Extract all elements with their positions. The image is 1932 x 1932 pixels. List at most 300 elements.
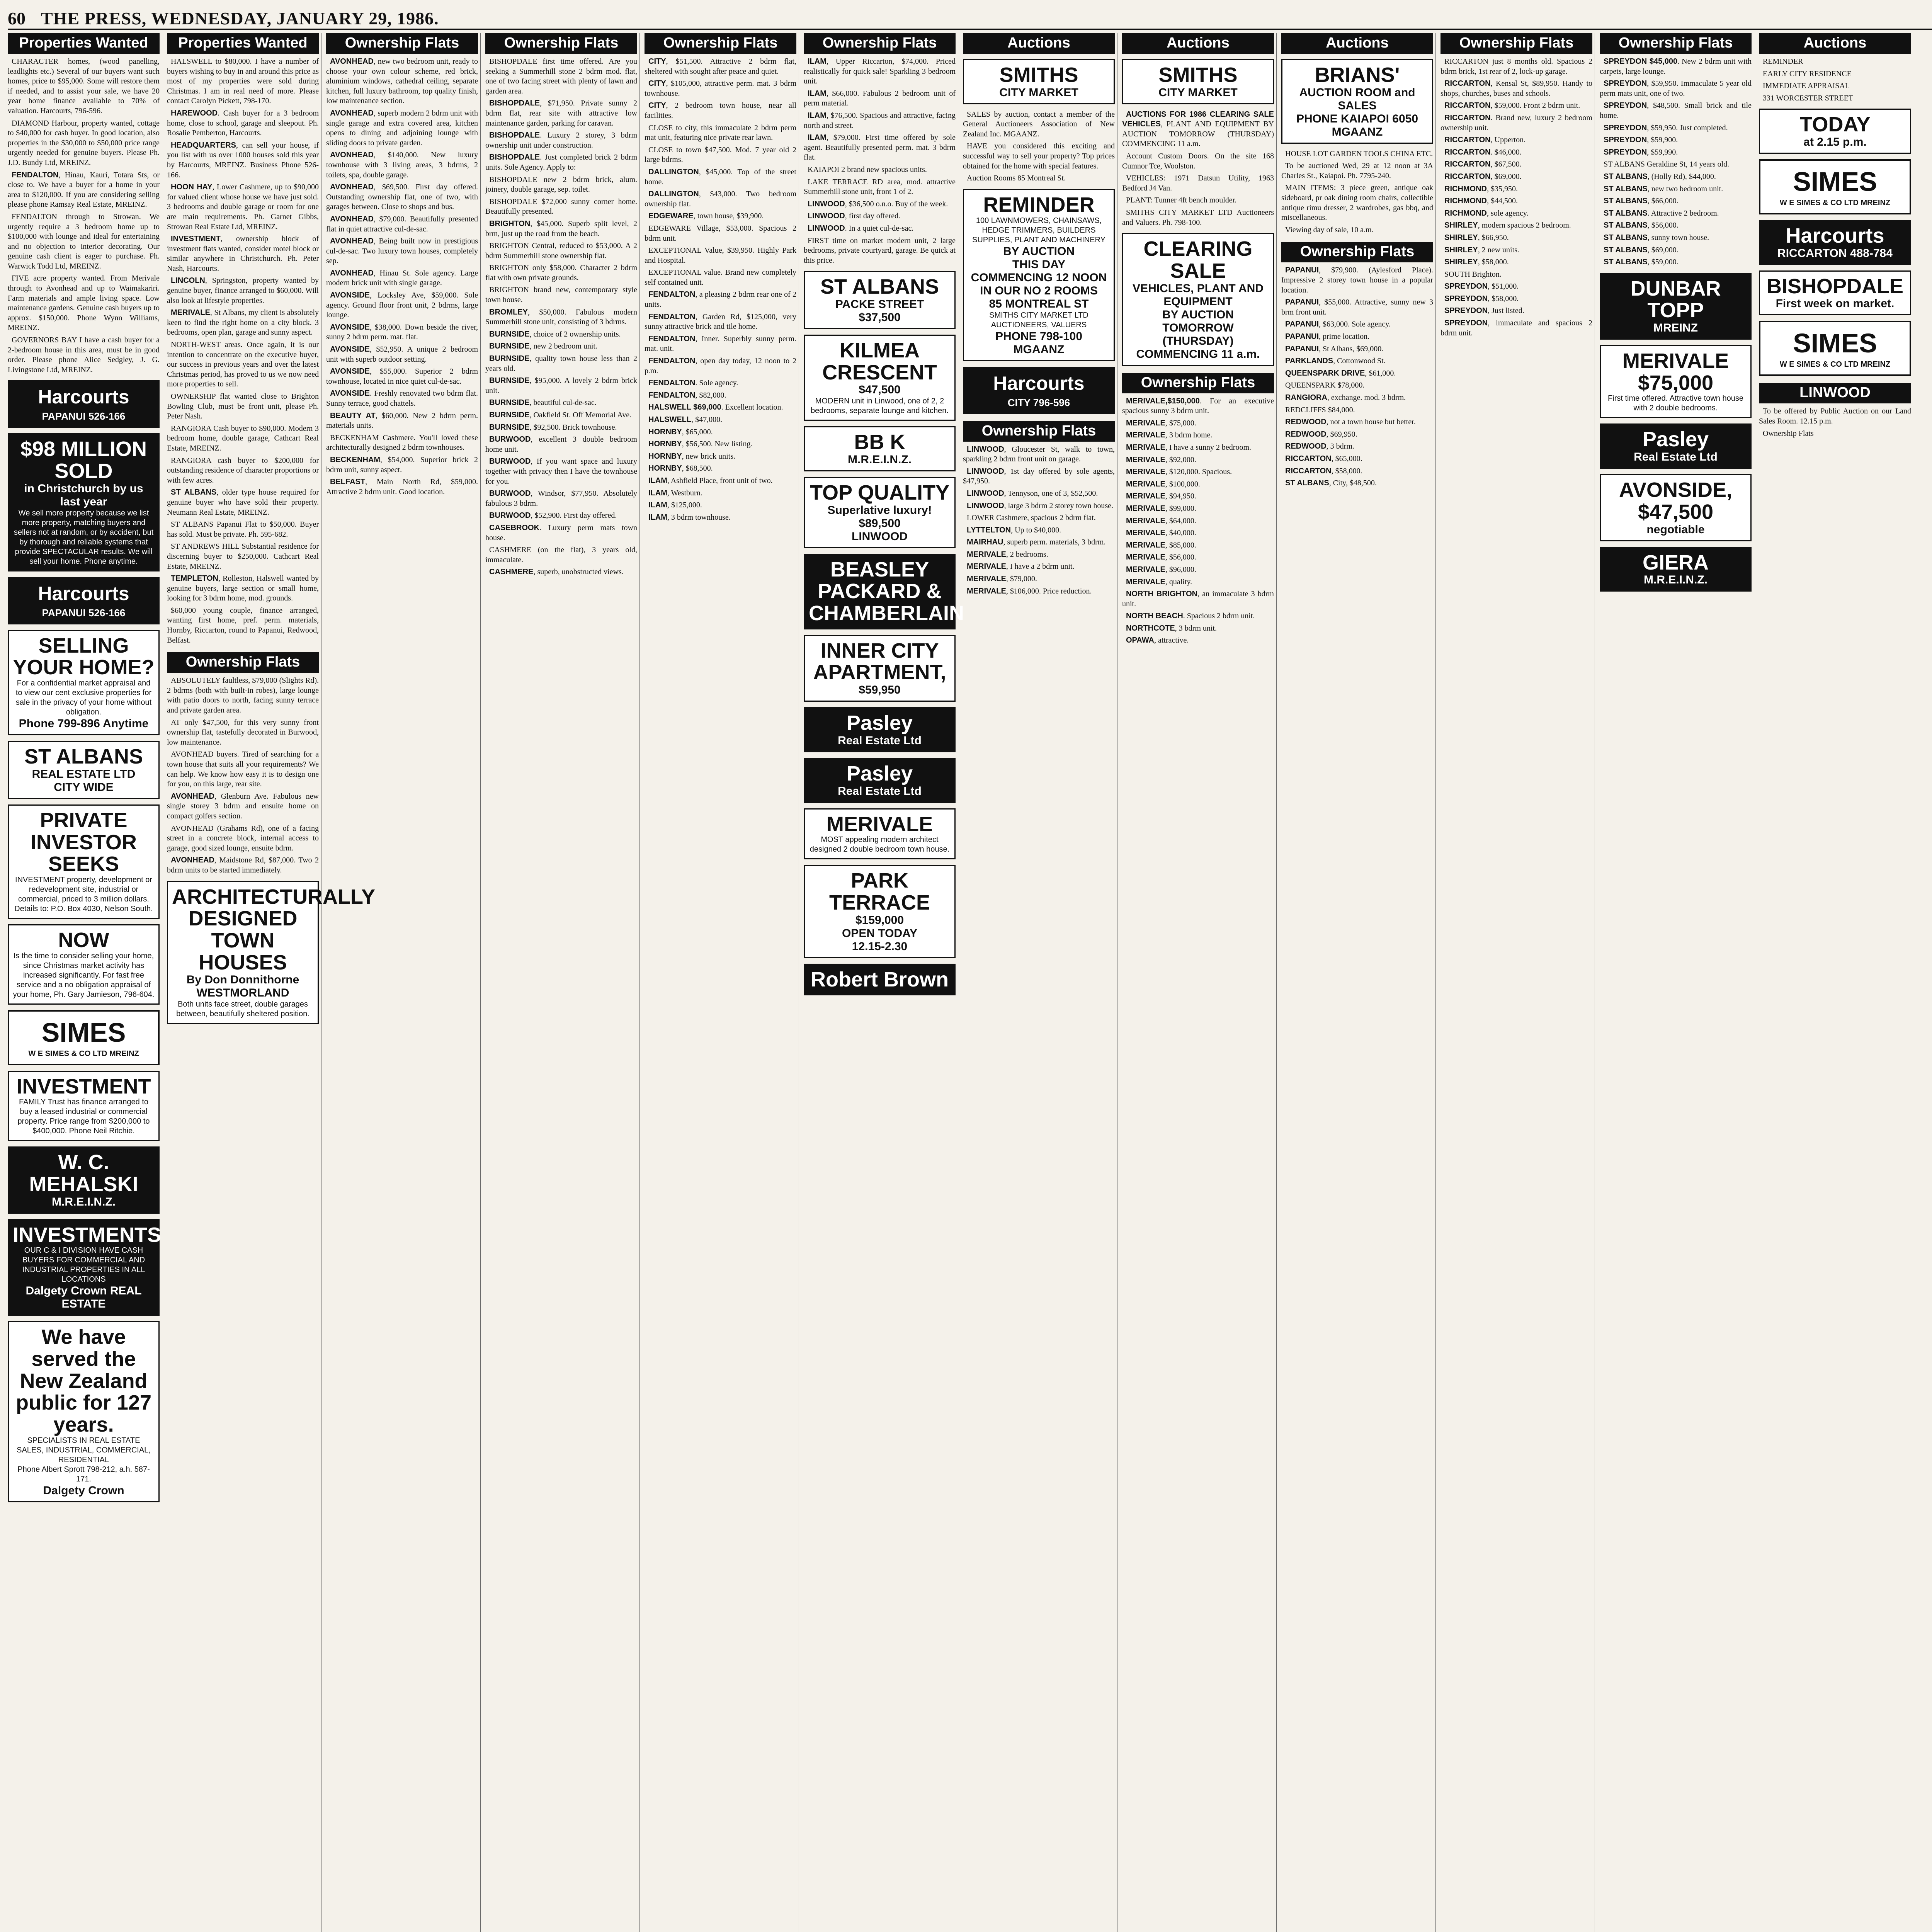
listing-lead: RICCARTON xyxy=(1285,466,1332,475)
listing-lead: SPREYDON $45,000 xyxy=(1604,57,1678,66)
listing-lead: RICCARTON xyxy=(1444,148,1491,156)
display-ad xyxy=(804,426,956,471)
ad-phone: PAPANUI 526-166 xyxy=(42,607,126,619)
ad-line: at 2.15 p.m. xyxy=(1803,136,1867,149)
display-ad xyxy=(8,1219,160,1316)
ad-line: W. C. MEHALSKI xyxy=(29,1151,138,1196)
column-1 xyxy=(8,33,162,1932)
ad-line: By Don Donnithorne xyxy=(186,973,299,986)
listing-entry: NORTH-WEST areas. Once again, it is our intention to concentrate on the executive buyer, our success in previous years and over the latest Christmas period, has proved to us we now need more properties to sell. xyxy=(167,340,319,389)
listing-entry: LINWOOD, 1st day offered by sole agents, $47,950. xyxy=(963,467,1115,486)
listing-entry: BECKENHAM Cashmere. You'll loved these architecturally designed 2 bdrm townhouses. xyxy=(326,433,478,452)
listing-entry: BURNSIDE, quality town house less than 2 years old. xyxy=(485,354,637,373)
listing-body xyxy=(1759,57,1911,103)
listing-entry: ILAM, Ashfield Place, front unit of two. xyxy=(648,476,773,485)
column-7 xyxy=(963,33,1117,1932)
listing-lead: FENDALTON xyxy=(12,170,59,179)
listing-entry: To be auctioned Wed, 29 at 12 noon at 3A Charles St., Kaiapoi. Ph. 7795-240. xyxy=(1281,162,1433,180)
ad-line: Both units face street, double garages between, beautifully sheltered position. xyxy=(176,1000,310,1019)
ad-logo-text: Harcourts xyxy=(993,372,1085,394)
listing-lead: BURNSIDE xyxy=(489,342,530,351)
listing-entry: MERIVALE, $40,000. xyxy=(1126,529,1196,537)
ad-line: PRIVATE INVESTOR SEEKS xyxy=(30,808,137,876)
listing-entry: MERIVALE, quality. xyxy=(1126,577,1192,586)
listing-lead: MERIVALE xyxy=(1126,516,1165,525)
listing-lead: BISHOPDALE xyxy=(489,153,540,162)
listing-lead: BISHOPDALE xyxy=(489,131,540,140)
listing-entry: DALLINGTON, $43,000. Two bedroom ownership flat. xyxy=(645,190,796,208)
listing-entry: ST ALBANS, older type house required for genuine buyer who have sold their property. Neumann Real Estate, MREINZ. xyxy=(167,488,319,517)
listing-entry: LINWOOD, first day offered. xyxy=(808,212,901,221)
ad-agency-name: W E SIMES & CO LTD MREINZ xyxy=(1779,199,1891,207)
ad-line: AVONSIDE, $47,500 xyxy=(1619,478,1733,524)
listing-lead: MERIVALE xyxy=(1126,504,1165,513)
listing-lead: FENDALTON xyxy=(648,334,696,343)
listing-lead: NORTH BRIGHTON xyxy=(1126,590,1198,599)
listing-lead: AVONHEAD xyxy=(330,214,374,223)
ad-line: BY AUCTION xyxy=(1162,308,1234,321)
listing-lead: LINWOOD xyxy=(808,212,845,221)
ad-line: For a confidential market appraisal and to view our cent exclusive properties for sale in the privacy of your home without obligation. xyxy=(15,679,152,717)
display-ad xyxy=(1122,233,1274,366)
listing-lead: SPREYDON xyxy=(1604,148,1647,156)
listing-body xyxy=(1281,149,1433,235)
listing-entry: FENDALTON, Inner. Superbly sunny perm. mat. unit. xyxy=(645,334,796,353)
listing-entry: BEAUTY AT, $60,000. New 2 bdrm perm. materials units. xyxy=(326,411,478,430)
listing-lead: BURWOOD xyxy=(489,435,531,444)
listing-lead: RANGIORA xyxy=(1285,393,1327,402)
ad-line: CITY WIDE xyxy=(54,781,114,794)
listing-entry: CITY, 2 bedroom town house, near all facilities. xyxy=(645,101,796,120)
listing-entry: OWNERSHIP flat wanted close to Brighton Bowling Club, must be front unit, please Ph. Peter Nash. xyxy=(167,392,319,421)
section-header: Auctions xyxy=(1759,33,1911,54)
ad-line: PACKE STREET xyxy=(835,298,924,311)
ad-line: Dalgety Crown REAL ESTATE xyxy=(26,1284,142,1311)
section-header: Ownership Flats xyxy=(167,652,319,673)
agency-logo-ad xyxy=(1759,321,1911,376)
listing-entry: DALLINGTON, $45,000. Top of the street home. xyxy=(645,167,796,186)
listing-entry: RICHMOND, $35,950. xyxy=(1444,184,1518,193)
listing-lead: BURNSIDE xyxy=(489,376,530,385)
display-ad xyxy=(804,758,956,803)
listing-entry: ILAM, 3 bdrm townhouse. xyxy=(648,513,731,522)
listing-entry: ST ALBANS, $59,000. xyxy=(1604,258,1679,267)
listing-lead: MERIVALE xyxy=(1126,418,1165,427)
listing-body xyxy=(1122,110,1274,228)
listing-entry: RANGIORA Cash buyer to $90,000. Modern 3 bedroom home, double garage, Cathcart Real Estate, MREINZ. xyxy=(167,424,319,452)
listing-entry: RICCARTON, $58,000. xyxy=(1285,466,1362,475)
listing-lead: TEMPLETON xyxy=(171,574,218,583)
harcourts-logo-ad xyxy=(8,380,160,428)
ad-line: KILMEA CRESCENT xyxy=(822,338,937,384)
listing-lead: ST ALBANS xyxy=(1604,184,1648,193)
listing-entry: 331 WORCESTER STREET xyxy=(1763,94,1854,102)
listing-lead: PAPANUI xyxy=(1285,344,1319,353)
harcourts-logo-ad xyxy=(963,367,1115,414)
section-header: Ownership Flats xyxy=(645,33,796,54)
ad-line: Is the time to consider selling your home, since Christmas market activity has increased significantly. For fast free service and a no obligation appraisal of your home, Ph. Gary Jamieson, 796-604. xyxy=(13,951,155,999)
ad-line: $37,500 xyxy=(859,311,901,324)
listing-entry: FENDALTON, open day today, 12 noon to 2 p.m. xyxy=(645,357,796,375)
listing-lead: RICHMOND xyxy=(1444,197,1487,206)
listing-entry: SPREYDON, $59,900. xyxy=(1604,136,1678,145)
listing-lead: SHIRLEY xyxy=(1444,233,1478,242)
ad-line: 85 MONTREAL ST xyxy=(989,297,1089,310)
listing-entry: DIAMOND Harbour, property wanted, cottage to $40,000 for cash buyer. In good location, also properties in the $30,000 to $50,000 price range urgently needed for genuine buyers. Please Ph. J.D. Bundy Ltd, MREINZ. xyxy=(8,119,160,167)
ad-line: MERIVALE xyxy=(826,812,933,836)
listing-entry: LAKE TERRACE RD area, mod. attractive Summerhill stone unit, front 1 of 2. xyxy=(804,177,956,196)
ad-line: TOMORROW (THURSDAY) xyxy=(1162,321,1234,347)
section-header: Ownership Flats xyxy=(963,421,1115,442)
ad-line: We sell more property because we list more property, matching buyers and sellers not at random, or by accident, but by thorough and reliable systems that provide SPECTACULAR results. We will sell your home. Phone anytime. xyxy=(14,509,154,566)
listing-entry: HOUSE LOT GARDEN TOOLS CHINA ETC. xyxy=(1285,149,1433,158)
ad-line: 100 LAWNMOWERS, CHAINSAWS, HEDGE TRIMMERS, BUILDERS SUPPLIES, PLANT AND MACHINERY xyxy=(972,216,1105,244)
listing-entry: AVONHEAD, $140,000. New luxury townhouse with 3 living areas, 3 bdrms, 2 toilets, spa, double garage. xyxy=(326,151,478,179)
page-title: THE PRESS, WEDNESDAY, JANUARY 29, 1986. xyxy=(41,9,439,28)
listing-entry: TEMPLETON, Rolleston, Halswell wanted by genuine buyers, large section or small home, looking for 3 bdrm home, mod. grounds. xyxy=(167,574,319,603)
listing-lead: RICCARTON xyxy=(1444,136,1491,145)
listing-entry: MERIVALE, $75,000. xyxy=(1126,418,1196,427)
listing-lead: MERIVALE xyxy=(1126,492,1165,501)
listing-entry: MERIVALE,$150,000. For an executive spacious sunny 3 bdrm unit. xyxy=(1122,396,1274,415)
display-ad xyxy=(8,433,160,571)
harcourts-logo-ad xyxy=(8,577,160,624)
section-header: Properties Wanted xyxy=(167,33,319,54)
ad-line: PARK TERRACE xyxy=(829,869,930,914)
listing-lead: SPREYDON xyxy=(1604,136,1647,145)
listing-entry: ILAM, $79,000. First time offered by sole agent. Beautifully presented perm. mat. 3 bdrm flat. xyxy=(804,133,956,162)
listing-entry: HOON HAY, Lower Cashmere, up to $90,000 for valued client whose house we have just sold. 3 bedrooms and double garage or room for one are main requirements. Ph. Garnet Gibbs, Strowan Real Estate Ltd, MREINZ. xyxy=(167,183,319,231)
display-ad xyxy=(963,189,1115,361)
agency-logo-ad xyxy=(8,1010,160,1065)
listing-entry: HORNBY, $68,500. xyxy=(648,464,713,473)
listing-lead: CITY xyxy=(648,101,666,110)
listing-entry: PAPANUI, $55,000. Attractive, sunny new 3 brm front unit. xyxy=(1281,298,1433,316)
column-11 xyxy=(1600,33,1754,1932)
listing-lead: BURWOOD xyxy=(489,489,531,498)
listing-lead: ST ALBANS xyxy=(1604,245,1648,254)
ad-line: PHONE 798-100 xyxy=(995,330,1083,343)
listing-lead: SPREYDON xyxy=(1444,319,1488,328)
ad-line: Robert Brown xyxy=(811,968,949,991)
display-ad xyxy=(1281,59,1433,144)
listing-lead: DALLINGTON xyxy=(648,167,699,176)
listing-lead: AVONHEAD xyxy=(330,183,374,192)
listing-entry: CASHMERE (on the flat), 3 years old, immaculate. xyxy=(485,546,637,564)
listing-entry: ST ANDREWS HILL Substantial residence for discerning buyer to $250,000. Cathcart Real Estate, MREINZ. xyxy=(167,542,319,571)
listing-lead: NORTH BEACH xyxy=(1126,612,1183,621)
listing-lead: OPAWA xyxy=(1126,636,1154,645)
ad-line: OUR C & I DIVISION HAVE CASH BUYERS FOR COMMERCIAL AND INDUSTRIAL PROPERTIES IN ALL LOCATIONS xyxy=(22,1246,145,1284)
listing-lead: MERIVALE xyxy=(1126,553,1165,562)
listing-lead: MERIVALE xyxy=(1126,565,1165,574)
column-3 xyxy=(326,33,481,1932)
listing-lead: AVONHEAD xyxy=(330,109,374,117)
listing-entry: CASHMERE, superb, unobstructed views. xyxy=(489,568,624,577)
listing-entry: KAIAPOI 2 brand new spacious units. xyxy=(808,165,927,174)
ad-logo-text: SIMES xyxy=(41,1017,126,1048)
listing-entry: MERIVALE, St Albans, my client is absolutely keen to find the right home on a city block. 3 bedrooms, open plan, garage and sunny aspect. xyxy=(167,308,319,337)
listing-lead: MERIVALE xyxy=(1126,577,1165,586)
listing-entry: SPREYDON, $58,000. xyxy=(1444,294,1519,303)
listing-lead: LYTTELTON xyxy=(967,526,1011,534)
listing-entry: AVONHEAD, $79,000. Beautifully presented flat in quiet attractive cul-de-sac. xyxy=(326,214,478,233)
listing-lead: LINWOOD xyxy=(808,224,845,233)
listing-entry: RICCARTON, Kensal St, $89,950. Handy to shops, churches, buses and schools. xyxy=(1440,79,1592,98)
listing-lead: LINWOOD xyxy=(808,199,845,208)
display-ad xyxy=(804,554,964,629)
listing-body xyxy=(167,676,319,875)
listing-lead: ST ALBANS xyxy=(1285,479,1329,488)
listing-body xyxy=(963,110,1115,184)
ad-line: SELLING YOUR HOME? xyxy=(13,634,155,679)
listing-lead: RICHMOND xyxy=(1444,184,1487,193)
listing-entry: ST ALBANS, new two bedroom unit. xyxy=(1604,184,1723,193)
listing-entry: NORTH BEACH. Spacious 2 bdrm unit. xyxy=(1126,612,1255,621)
listing-lead: ST ALBANS xyxy=(1604,172,1648,181)
listing-lead: ST ALBANS xyxy=(1604,233,1648,242)
listing-lead: CASHMERE xyxy=(489,568,534,577)
listing-entry: AVONHEAD, superb modern 2 bdrm unit with single garage and extra covered area, kitchen opens to dining and adjoining lounge with sliding doors to private garden. xyxy=(326,109,478,147)
listing-lead: INVESTMENT xyxy=(171,235,221,243)
listing-lead: AVONHEAD xyxy=(330,237,374,246)
listing-entry: EDGEWARE, town house, $39,900. xyxy=(648,212,764,221)
ad-line: IN OUR NO 2 ROOMS xyxy=(980,284,1098,297)
display-ad xyxy=(804,477,956,548)
display-ad xyxy=(804,964,956,996)
section-header: Ownership Flats xyxy=(804,33,956,54)
listing-entry: RANGIORA cash buyer to $200,000 for outstanding residence of character proportions or with few acres. xyxy=(167,456,319,485)
listing-body xyxy=(804,57,956,265)
section-header: Auctions xyxy=(1122,33,1274,54)
listing-lead: MERIVALE xyxy=(1126,541,1165,549)
ad-line: RICCARTON 488-784 xyxy=(1777,247,1893,260)
listing-lead: PAPANUI xyxy=(1285,320,1319,329)
display-ad xyxy=(1600,423,1752,469)
listing-entry: REDCLIFFS $84,000. xyxy=(1285,405,1355,414)
listing-entry: LOWER Cashmere, spacious 2 bdrm flat. xyxy=(967,514,1096,522)
ad-line: THIS DAY xyxy=(1012,258,1066,271)
ad-line: COMMENCING 11 a.m. xyxy=(1136,347,1260,361)
display-ad xyxy=(8,1321,160,1502)
listing-entry: BISHOPDALE $72,000 sunny corner home. Beautifully presented. xyxy=(485,197,637,216)
listing-lead: CITY xyxy=(648,79,666,88)
listing-lead: AVONSIDE xyxy=(330,323,370,332)
listing-lead: HORNBY xyxy=(648,464,682,473)
listing-entry: SPREYDON, Just listed. xyxy=(1444,306,1524,315)
listing-lead: PAPANUI xyxy=(1285,298,1319,307)
listing-entry: RICCARTON, $59,000. Front 2 bdrm unit. xyxy=(1444,101,1580,110)
ad-logo-text: Harcourts xyxy=(38,582,129,604)
listing-entry: CITY, $51,500. Attractive 2 bdrm flat, sheltered with sought after peace and quiet. xyxy=(645,57,796,76)
listing-lead: HORNBY xyxy=(648,452,682,461)
section-header: Ownership Flats xyxy=(1281,242,1433,262)
listing-entry: REDWOOD, not a town house but better. xyxy=(1285,418,1416,427)
ad-line: AUCTION ROOM and SALES xyxy=(1299,86,1415,112)
listing-entry: EARLY CITY RESIDENCE xyxy=(1763,69,1852,78)
listing-entry: RICHMOND, sole agency. xyxy=(1444,209,1529,218)
listing-entry: RICCARTON. $46,000. xyxy=(1444,148,1522,156)
listing-entry: LINWOOD, $36,500 o.n.o. Buy of the week. xyxy=(808,199,948,208)
listing-lead: SHIRLEY xyxy=(1444,221,1478,230)
ad-line: Real Estate Ltd xyxy=(838,734,922,747)
listing-entry: ST ALBANS, $56,000. xyxy=(1604,221,1679,230)
listing-entry: Account Custom Doors. On the site 168 Cumnor Tce, Woolston. xyxy=(1122,152,1274,170)
listing-entry: AVONHEAD, Maidstone Rd, $87,000. Two 2 bdrm units to be started immediately. xyxy=(167,856,319,874)
listing-lead: NORTHCOTE xyxy=(1126,624,1175,633)
listing-entry: HORNBY, new brick units. xyxy=(648,452,735,461)
listing-lead: HEADQUARTERS xyxy=(171,141,236,150)
agency-logo-ad xyxy=(1759,159,1911,214)
ad-line: M.R.E.I.N.Z. xyxy=(848,453,912,466)
display-ad xyxy=(804,865,956,958)
ad-line: REMINDER xyxy=(983,193,1095,216)
listing-entry: BISHOPDALE, $71,950. Private sunny 2 bdrm flat, rear site with attractive low maintenance garden, parking for caravan. xyxy=(485,99,637,128)
listing-entry: ST ALBANS Geraldine St, 14 years old. xyxy=(1604,160,1730,169)
listing-lead: HORNBY xyxy=(648,440,682,449)
ad-line: First week on market. xyxy=(1776,297,1895,310)
listing-lead: MERIVALE xyxy=(1126,529,1165,537)
ad-line: in Christchurch by us last year xyxy=(24,482,143,508)
ad-line: Pasley xyxy=(1642,428,1709,451)
listing-entry: ST ALBANS Papanui Flat to $50,000. Buyer has sold. Must be private. Ph. 595-682. xyxy=(167,520,319,539)
ad-line: WESTMORLAND xyxy=(196,986,289,1000)
listing-entry: GOVERNORS BAY I have a cash buyer for a 2-bedroom house in this area, must be in good order. Please phone Alice Sedgley, J. G. Livingstone Ltd, MREINZ. xyxy=(8,336,160,374)
display-ad xyxy=(8,1071,160,1141)
listing-entry: MERIVALE, I have a sunny 2 bedroom. xyxy=(1126,443,1252,452)
listing-lead: ST ALBANS xyxy=(1604,209,1648,218)
listing-entry: PAPANUI, prime location. xyxy=(1285,332,1370,341)
listing-body xyxy=(1440,57,1592,338)
listing-entry: SPREYDON, $48,500. Small brick and tile home. xyxy=(1600,101,1752,120)
ad-line: Phone 799-896 Anytime xyxy=(19,717,149,730)
listing-lead: FENDALTON xyxy=(648,312,696,321)
listing-lead: AVONSIDE xyxy=(330,345,370,354)
listing-entry: MAIRHAU, superb perm. materials, 3 bdrm. xyxy=(967,538,1106,547)
listing-lead: ILAM xyxy=(648,488,667,497)
listing-entry: FENDALTON through to Strowan. We urgently require a 3 bedroom home up to $100,000 with lounge and ideal for entertaining and no objection to interior decorating. Our genuine cash client is eager to purchase. Ph. Warwick Todd Ltd, MREINZ. xyxy=(8,212,160,270)
display-ad xyxy=(1600,273,1752,340)
listing-lead: CASEBROOK xyxy=(489,523,540,532)
listing-entry: EDGEWARE Village, $53,000. Spacious 2 bdrm unit. xyxy=(645,224,796,243)
listing-entry: PARKLANDS, Cottonwood St. xyxy=(1285,357,1386,366)
listing-body xyxy=(645,57,796,522)
listing-lead: RICCARTON xyxy=(1444,101,1491,110)
listing-lead: AVONHEAD xyxy=(171,856,214,865)
listing-entry: EXCEPTIONAL Value, $39,950. Highly Park and Hospital. xyxy=(645,246,796,265)
listing-entry: ST ALBANS. Attractive 2 bedroom. xyxy=(1604,209,1719,218)
ad-line: SPECIALISTS IN REAL ESTATE SALES, INDUSTRIAL, COMMERCIAL, RESIDENTIAL xyxy=(17,1436,151,1464)
listing-lead: BURNSIDE xyxy=(489,330,530,338)
listing-lead: RICCARTON xyxy=(1444,172,1491,181)
display-ad xyxy=(8,630,160,735)
listing-entry: CLOSE to city, this immaculate 2 bdrm perm mat unit, featuring nice private rear lawn. xyxy=(645,123,796,142)
ad-line: GIERA xyxy=(1642,551,1709,574)
display-ad xyxy=(804,707,956,752)
listing-lead: SPREYDON xyxy=(1604,101,1647,110)
listing-lead: AVONHEAD xyxy=(330,57,374,66)
section-header: Auctions xyxy=(1281,33,1433,54)
masthead xyxy=(8,5,1932,30)
listing-entry: BRIGHTON, $45,000. Superb split level, 2 brm, just up the road from the beach. xyxy=(485,219,637,238)
ad-phone: CITY 796-596 xyxy=(1007,396,1070,408)
listing-entry: BURWOOD, Windsor, $77,950. Absolutely fabulous 3 bdrm. xyxy=(485,489,637,508)
listing-entry: SPREYDON, $59,950. Immaculate 5 year old perm mats unit, one of two. xyxy=(1600,79,1752,98)
listing-entry: SMITHS CITY MARKET LTD Auctioneers and Valuers. Ph. 798-100. xyxy=(1122,208,1274,227)
ad-line: M.R.E.I.N.Z. xyxy=(52,1195,116,1208)
listing-lead: ST ALBANS xyxy=(171,488,217,497)
listing-entry: HALSWELL $69,000. Excellent location. xyxy=(648,403,783,412)
listing-entry: BISHOPDALE new 2 bdrm brick, alum. joinery, double garage, sep. toilet. xyxy=(485,175,637,194)
section-header: Ownership Flats xyxy=(326,33,478,54)
listing-entry: BISHOPDALE. Just completed brick 2 bdrm units. Sole Agency. Apply to: xyxy=(485,153,637,172)
listing-lead: AVONSIDE xyxy=(330,367,370,376)
listing-entry: BELFAST, Main North Rd, $59,000. Attractive 2 bdrm unit. Good location. xyxy=(326,478,478,496)
listing-entry: ILAM, Westburn. xyxy=(648,488,702,497)
ad-agency-name: W E SIMES & CO LTD MREINZ xyxy=(1779,360,1891,369)
listing-lead: MAIRHAU xyxy=(967,538,1003,547)
ad-line: CITY MARKET xyxy=(999,86,1078,99)
ad-line: NOW xyxy=(58,928,109,952)
section-header: Ownership Flats xyxy=(485,33,637,54)
ad-line: Harcourts xyxy=(1786,224,1884,248)
listing-entry: AVONHEAD, Hinau St. Sole agency. Large modern brick unit with single garage. xyxy=(326,269,478,287)
section-header: Auctions xyxy=(963,33,1115,54)
listing-entry: BROMLEY, $50,000. Fabulous modern Summerhill stone unit, consisting of 3 bdrms. xyxy=(485,308,637,327)
listing-lead: HOON HAY xyxy=(171,183,213,192)
listing-entry: INVESTMENT, ownership block of investment flats wanted, consider motel block or similar anywhere in Christchurch. Ph. Peter Nash, Harcourts. xyxy=(167,235,319,273)
listing-entry: QUEENSPARK DRIVE, $61,000. xyxy=(1285,369,1396,378)
listing-entry: ST ALBANS, $66,000. xyxy=(1604,197,1679,206)
listing-entry: MERIVALE, $96,000. xyxy=(1126,565,1196,574)
display-ad xyxy=(8,924,160,1005)
listing-lead: BURNSIDE xyxy=(489,423,530,432)
listing-entry: SPREYDON $45,000. New 2 bdrm unit with carpets, large lounge. xyxy=(1600,57,1752,76)
listing-entry: AVONHEAD, Glenburn Ave. Fabulous new single storey 3 bdrm and ensuite home on compact golfers section. xyxy=(167,792,319,820)
ad-line: SMITHS CITY MARKET LTD AUCTIONEERS, VALUERS xyxy=(989,311,1088,329)
ad-line: $159,000 xyxy=(855,913,904,927)
listing-entry: ILAM, $125,000. xyxy=(648,501,702,510)
listing-lead: MERIVALE,$150,000 xyxy=(1126,396,1200,405)
listing-entry: $60,000 young couple, finance arranged, wanting first home, pref. perm. materials, Hornby, Riccarton, round to Papanui, Redwood, Belfast. xyxy=(167,606,319,645)
listing-entry: RICHMOND, $44,500. xyxy=(1444,197,1518,206)
listing-entry: AVONHEAD, Being built now in prestigious cul-de-sac. Two luxury town houses, completely sep. xyxy=(326,237,478,265)
ad-line: Superlative luxury! xyxy=(827,503,932,517)
ad-line: Pasley xyxy=(846,762,913,785)
listing-entry: AT only $47,500, for this very sunny front ownership flat, tastefully decorated in Burwood, low maintenance. xyxy=(167,718,319,747)
listing-lead: BRIGHTON xyxy=(489,219,531,228)
listing-entry: REMINDER xyxy=(1763,57,1803,66)
listing-entry: FIVE acre property wanted. From Merivale through to Avonhead and up to Waimakariri. Farm materials and ample living space. Low maintenance gardens. Genuine cash buyers up to approx. $150,000. Phone Wynn Williams, MREINZ. xyxy=(8,274,160,332)
listing-lead: SPREYDON xyxy=(1604,123,1647,132)
listing-lead: REDWOOD xyxy=(1285,418,1327,427)
ad-line: ST ALBANS xyxy=(24,745,143,769)
ad-line: BY AUCTION xyxy=(1003,245,1075,258)
listing-entry: QUEENSPARK $78,000. xyxy=(1285,381,1365,390)
ad-line: TODAY xyxy=(1799,113,1871,136)
listing-lead: AVONHEAD xyxy=(330,269,374,277)
listing-lead: MERIVALE xyxy=(1126,468,1165,476)
listing-lead: ILAM xyxy=(808,89,827,98)
ad-logo-text: SIMES xyxy=(1793,328,1877,359)
listing-entry: MERIVALE, $92,000. xyxy=(1126,455,1196,464)
display-ad xyxy=(804,335,956,421)
ad-line: CLEARING SALE xyxy=(1143,237,1253,282)
ad-line: MGAANZ xyxy=(1013,343,1065,356)
listing-entry: BISHOPDALE. Luxury 2 storey, 3 bdrm ownership unit under construction. xyxy=(485,131,637,150)
listing-lead: MERIVALE xyxy=(967,587,1006,595)
listing-entry: BURNSIDE, $92,500. Brick townhouse. xyxy=(489,423,617,432)
